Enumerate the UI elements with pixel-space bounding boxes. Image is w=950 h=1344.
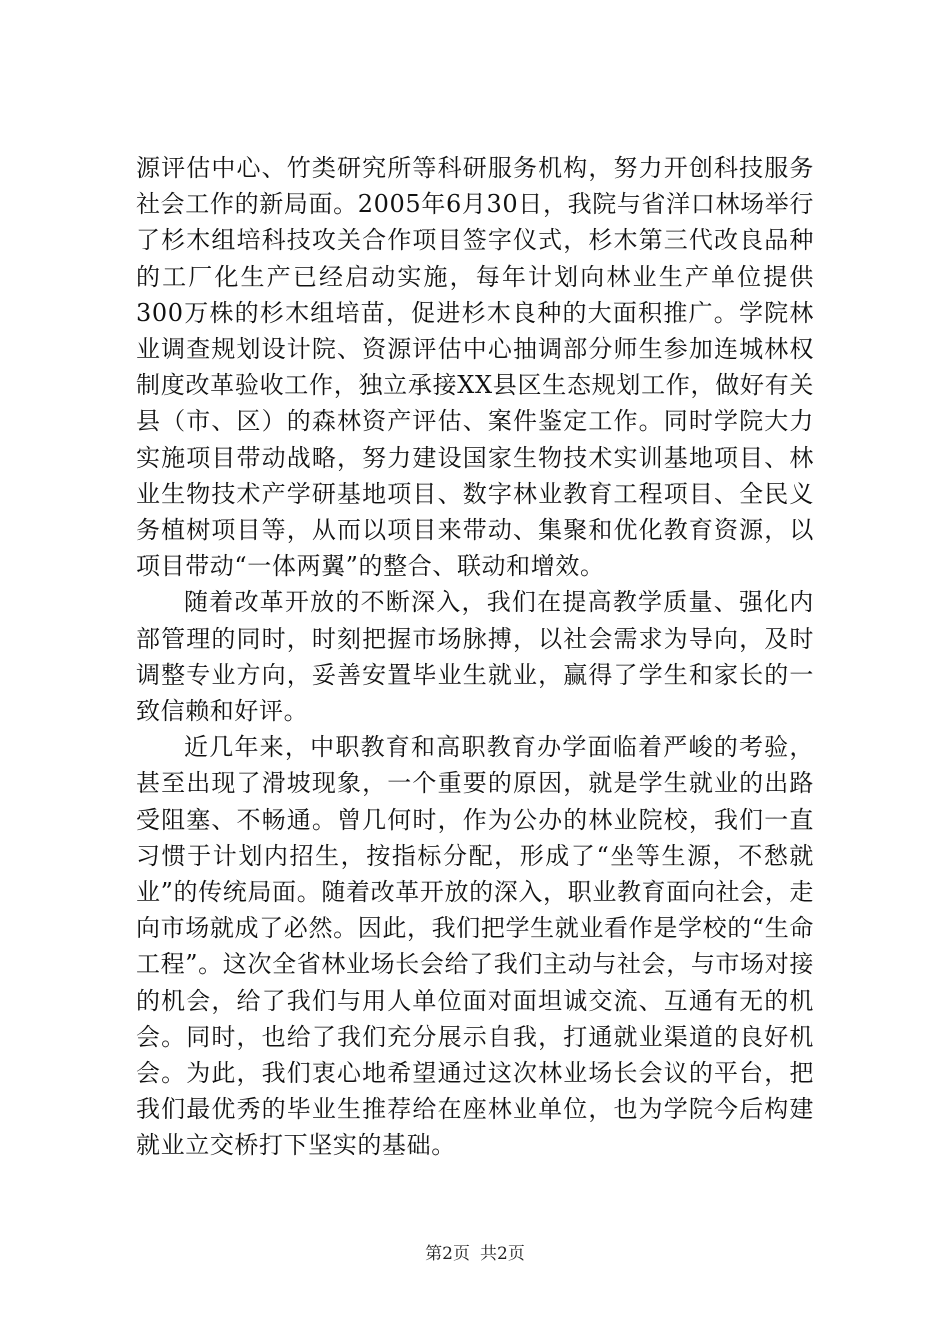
document-body xyxy=(136,150,814,1164)
page-footer xyxy=(0,1243,950,1265)
paragraph-reform: 随着改革开放的不断深入，我们在提高教学质量、强化内部管理的同时，时刻把握市场脉搏，以社会需求为导向，及时调整专业方向，妥善安置毕业生就业，赢得了学生和家长的一致信赖和好评。 xyxy=(136,588,814,726)
paragraph-employment: 近几年来，中职教育和高职教育办学面临着严峻的考验，甚至出现了滑坡现象，一个重要的原因，就是学生就业的出路受阻塞、不畅通。曾几何时，作为公办的林业院校，我们一直习惯于计划内招生，按指标分配，形成了“坐等生源，不愁就业”的传统局面。随着改革开放的深入，职业教育面向社会，走向市场就成了必然。因此，我们把学生就业看作是学校的“生命工程”。这次全省林业场长会给了我们主动与社会，与市场对接的机会，给了我们与用人单位面对面坦诚交流、互通有无的机会。同时，也给了我们充分展示自我，打通就业渠道的良好机会。为此，我们衷心地希望通过这次林业场长会议的平台，把我们最优秀的毕业生推荐给在座林业单位，也为学院今后构建就业立交桥打下坚实的基础。 xyxy=(136,733,814,1160)
page-number-total: 共2页 xyxy=(480,1244,525,1264)
paragraph-continuation: 源评估中心、竹类研究所等科研服务机构，努力开创科技服务社会工作的新局面。2005年6月30日，我院与省洋口林场举行了杉木组培科技攻关合作项目签字仪式，杉木第三代改良品种的工厂化生产已经启动实施，每年计划向林业生产单位提供300万株的杉木组培苗，促进杉木良种的大面积推广。学院林业调查规划设计院、资源评估中心抽调部分师生参加连城林权制度改革验收工作，独立承接XX县区生态规划工作，做好有关县（市、区）的森林资产评估、案件鉴定工作。同时学院大力实施项目带动战略，努力建设国家生物技术实训基地项目、林业生物技术产学研基地项目、数字林业教育工程项目、全民义务植树项目等，从而以项目来带动、集聚和优化教育资源，以项目带动“一体两翼”的整合、联动和增效。 xyxy=(136,154,814,581)
page-number-current: 第2页 xyxy=(425,1244,470,1264)
